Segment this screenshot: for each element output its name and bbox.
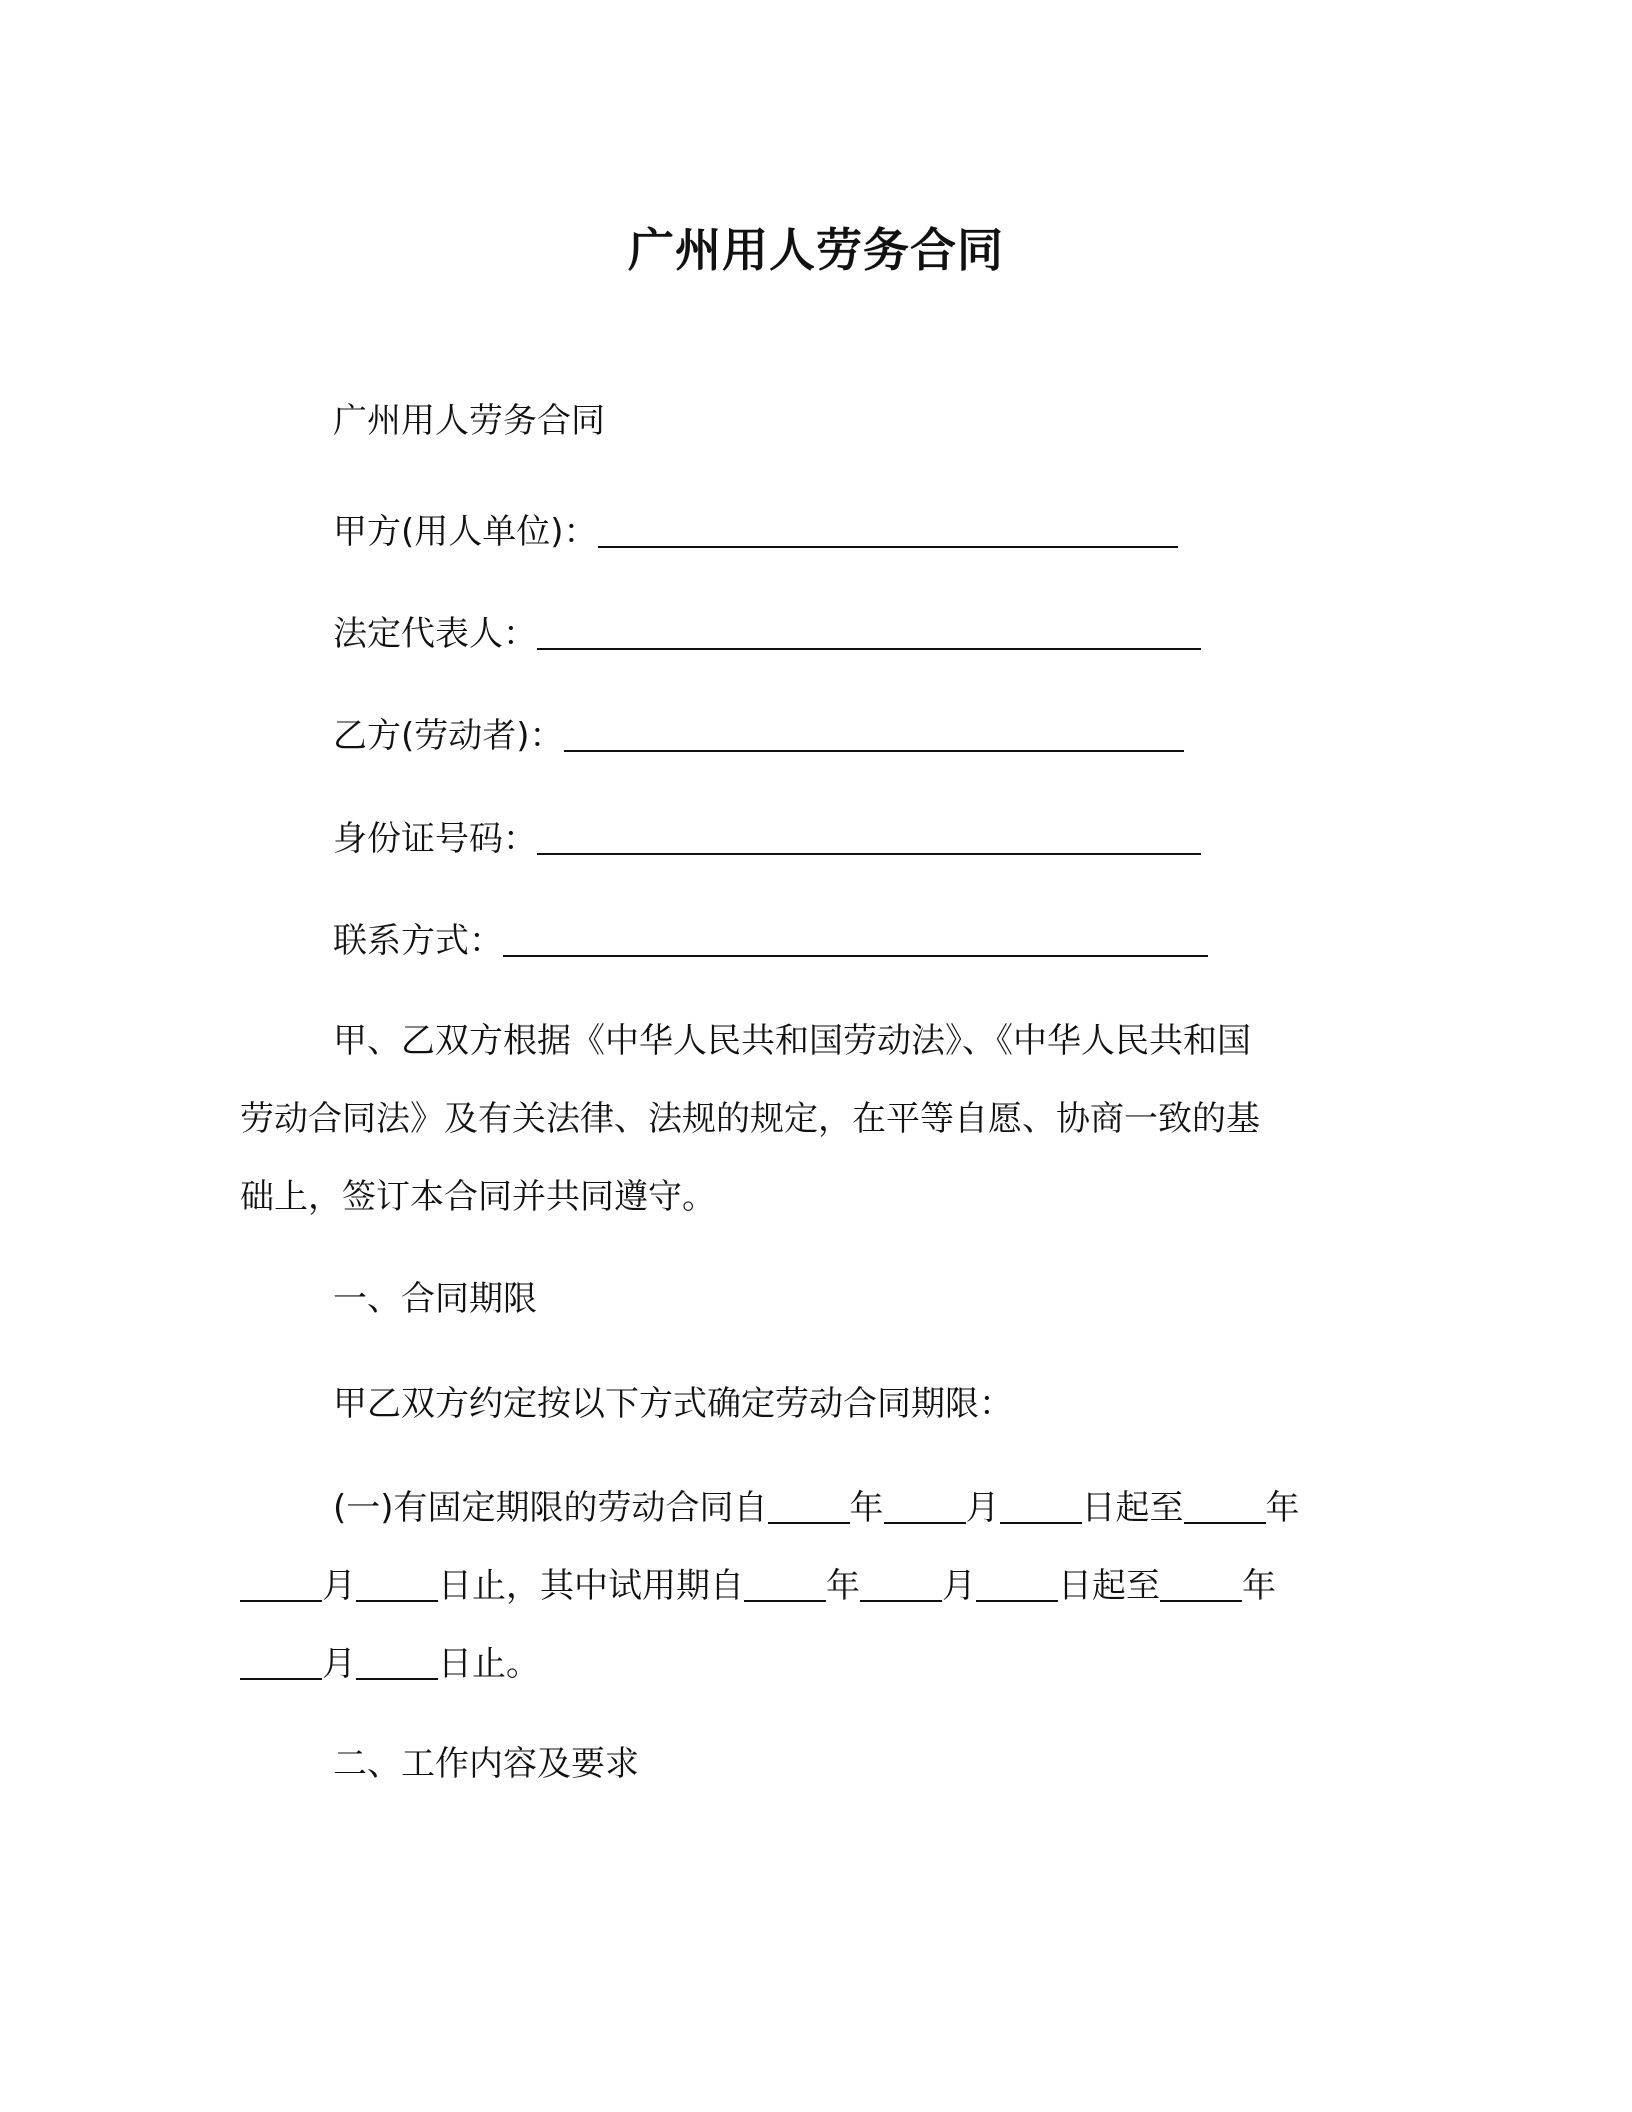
day-from-label: 日起至 [1081,1488,1184,1528]
field-legal-rep [333,610,1201,658]
start-day-blank[interactable] [1000,1488,1082,1524]
field-contact-label: 联系方式： [333,921,503,961]
field-id-number [333,815,1201,863]
field-party-a [333,508,1178,556]
field-party-b-label: 乙方(劳动者)： [333,716,564,756]
month-label: 月 [322,1644,356,1684]
start-year-blank[interactable] [768,1488,850,1524]
field-party-b [333,712,1184,760]
year-label: 年 [849,1488,884,1528]
field-legal-rep-label: 法定代表人： [333,614,537,654]
year-label: 年 [826,1566,860,1606]
end-month-blank[interactable] [240,1566,322,1602]
clause-line-1 [333,1484,1300,1532]
trial-end-day-blank[interactable] [356,1644,438,1680]
clause-line-2 [240,1562,1276,1610]
month-label: 月 [942,1566,976,1606]
document-title: 广州用人劳务合同 [628,223,1004,277]
end-year-blank[interactable] [1184,1488,1266,1524]
day-trial-label: 日止，其中试用期自 [438,1566,744,1606]
preamble-line-3: 础上，签订本合同并共同遵守。 [240,1177,716,1217]
year-label: 年 [1242,1566,1276,1606]
month-label: 月 [322,1566,356,1606]
section-1-heading: 一、合同期限 [333,1279,537,1319]
field-contact [333,917,1208,965]
trial-end-month-blank[interactable] [240,1644,322,1680]
field-id-number-label: 身份证号码： [333,819,537,859]
day-end-label: 日止。 [438,1644,540,1684]
start-month-blank[interactable] [884,1488,966,1524]
trial-start-month-blank[interactable] [860,1566,942,1602]
id-number-blank[interactable] [537,819,1201,855]
year-label: 年 [1265,1488,1300,1528]
field-party-a-label: 甲方(用人单位)： [333,512,598,552]
party-a-blank[interactable] [598,512,1178,548]
month-label: 月 [965,1488,1000,1528]
trial-start-day-blank[interactable] [976,1566,1058,1602]
preamble-line-2: 劳动合同法》及有关法律、法规的规定，在平等自愿、协商一致的基 [240,1099,1260,1139]
clause-prefix: (一)有固定期限的劳动合同自 [333,1488,768,1528]
contact-blank[interactable] [503,921,1208,957]
document-subtitle: 广州用人劳务合同 [333,401,605,441]
day-from-label: 日起至 [1058,1566,1160,1606]
clause-line-3 [240,1640,540,1688]
section-1-intro: 甲乙双方约定按以下方式确定劳动合同期限： [333,1384,1013,1424]
section-2-heading: 二、工作内容及要求 [333,1744,639,1784]
party-b-blank[interactable] [564,716,1184,752]
trial-start-year-blank[interactable] [744,1566,826,1602]
end-day-blank[interactable] [356,1566,438,1602]
trial-end-year-blank[interactable] [1160,1566,1242,1602]
preamble-line-1: 甲、乙双方根据《中华人民共和国劳动法》、《中华人民共和国 [333,1021,1251,1061]
legal-rep-blank[interactable] [537,614,1201,650]
